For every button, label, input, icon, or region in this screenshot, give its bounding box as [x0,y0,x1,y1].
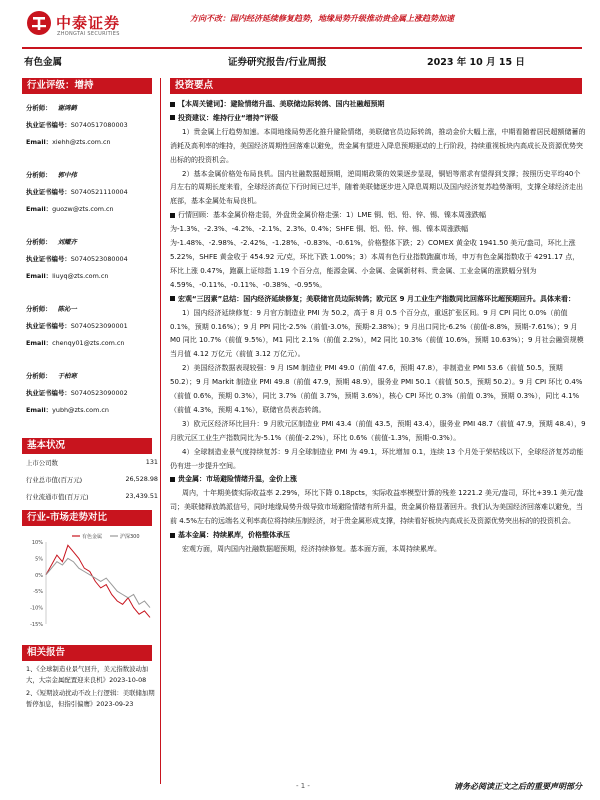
logo-text: 中泰证券 [56,14,121,32]
analyst-email-value[interactable]: liuyq@zts.com.cn [52,272,109,280]
y-tick-label: 10% [31,540,43,546]
base-metals-body: 宏观方面，周内国内社融数据超预期，经济持续修复。基本面方面，本周持续累库。 [182,545,441,553]
table-value: 23,439.51 [125,492,158,500]
analyst-email [26,134,158,150]
analyst-email-label: Email： [26,138,53,146]
precious-metals-body: 周内，十年期美债实际收益率 2.29%，环比下降 0.18pcts，实际收益率模型计算的残差 1221.2 美元/盎司，环比+39.1 美元/盎司；美联储释放鸽派信号，同时地缘局势升级导致市场避险情绪有所升温，贵金属价格显著回升。我们认为美国经济回落难以避免，当前 4.5%左右的远端名义利率高位将持续压制经济，对于贵金属形成支撑，持续看好板块内高成长及资源优势突出标的的投资机会。 [170,489,584,526]
analyst-cert [26,117,158,133]
base-metals-heading: 基本金属：持续累库，价格整体承压 [170,529,586,543]
analyst-role [26,167,158,183]
market-review: 行情回顾：基本金属价格走弱，外盘贵金属价格走强：1）LME 铜、铝、铅、锌、锡、镍本周涨跌幅为-1.3%、-2.3%、-4.2%、-2.1%、2.3%、0.4%；SHFE 铜、铝、铅、锌、锡、镍本周涨跌幅为-1.48%、-2.98%、-2.42%、-1.28%、-0.83%、-0.61%，价格整体下跌；2）COMEX 黄金收 1941.50 美元/盎司，环比上涨 5.22%，SHFE 黄金收于 454.92 元/克，环比下跌 1.00%；3）本周有色行业指数跑赢市场，申万有色金属指数收于 4291.17 点，环比上涨 0.47%，跑赢上证综指 1.19 个百分点，能源金属、小金属、金属新材料、贵金属、工业金属的涨跌幅分别为 4.59%、-0.11%、-0.11%、-0.38%、-0.95%。 [170,211,580,289]
sector-label: 有色金属 [24,57,63,68]
precious-metals-heading: 贵金属：市场避险情绪升温，金价上涨 [170,473,586,487]
analyst-email-label: Email： [26,272,53,280]
analyst-email [26,201,158,217]
analyst-cert-value: S0740517080003 [70,121,128,129]
logo-subtext: ZHONGTAI SECURITIES [57,31,120,37]
bullet-icon [170,477,175,482]
legend-label: 沪深300 [120,534,140,540]
report-headline: 方向不改：国内经济延续修复趋势，地缘局势升级推动贵金属上涨趋势加速 [190,14,454,23]
table-value: 26,528.98 [125,475,158,483]
basic-info-banner: 基本状况 [22,438,152,454]
macro-global: 4）全球制造业景气度持续复苏：9 月全球制造业 PMI 为 49.1，环比增加 0.1，连续 13 个月处于荣枯线以下，全球经济复苏动能仍有进一步提升空间。 [170,447,584,470]
analyst-role [26,234,158,250]
analyst-email-label: Email： [26,205,53,213]
page-number: - 1 - [296,782,310,790]
bullet-icon [170,533,175,538]
analyst-role-value: 陈沁一 [57,305,77,313]
analyst-cert-label: 执业证书编号： [26,121,71,129]
analyst-role-value: 于柏寒 [57,372,77,380]
keywords-line: 【本周关键词】：避险情绪升温、美联储边际转鸽、国内社融超预期 [170,98,586,112]
analyst-cert-label: 执业证书编号： [26,322,71,330]
market-trend-chart [24,530,154,630]
investment-advice-heading: 投资建议：维持行业“增持”评级 [170,112,586,126]
analyst-cert-label: 执业证书编号： [26,255,71,263]
table-value: 131 [145,458,158,466]
analyst-cert [26,184,158,200]
advice-base-metals: 2）基本金属价格处布局良机。国内社融数据超预期，逆周期政策的效果逐步显现，铜铝等需求有望得到支撑；按照历史平均40个月左右的周期长度来看，全球经济高位下行时间已过半，随着美联储逐步进入降息周期以及国内经济复苏趋势渐明，支撑全球经济走出底部，基本金属处布局良机。 [170,169,583,206]
analyst-email-label: Email： [26,339,53,347]
analyst-cert-value: S0740523080004 [70,255,128,263]
macro-us: 2）美国经济数据表现较强：9 月 ISM 制造业 PMI 49.0（前值 47.6，预期 47.8），非制造业 PMI 53.6（前值 50.5，预期 50.2）；9 月 Markit 制造业 PMI 49.8（前值 47.9，预期 48.9），服务业 PMI 50.1（前值 50.5，预期 50.2）。9 月 CPI 环比 0.4%（前值 0.6%，预期 0.3%），同比 3.7%（前值 3.7%，预期 3.6%），核心 CPI 环比 0.3%（前值 0.3%，预期 0.3%），同比 4.1%（前值 4.3%，预期 4.1%），联储官员表态转鸽。 [170,364,583,414]
advice-precious-metals: 1）贵金属上行趋势加速。本周地缘局势恶化推升避险情绪，美联储官员边际转鸽，推动金价大幅上涨，中期看随着居民超额储蓄的消耗及高利率的维持，美国经济周期性回落难以避免，贵金属有望进入降息预期驱动的上行阶段，持续重视板块内高成长及资源优势突出标的的投资机会。 [170,127,586,164]
key-points-body [170,98,586,557]
analyst-role [26,368,158,384]
analyst-role-label: 分析师： [26,305,52,313]
y-tick-label: -10% [30,605,43,612]
report-date: 2023 年 10 月 15 日 [427,57,525,68]
macro-eurozone: 3）欧元区经济环比回升：9 月欧元区制造业 PMI 43.4（前值 43.5，预期 43.4），服务业 PMI 48.7（前值 47.9，预期 48.4），9 月欧元区工业生产指数同比为-5.1%（前值-2.2%），环比 0.6%（前值-1.3%，预期-0.3%）。 [170,419,586,442]
analyst-email-label: Email： [26,406,53,414]
company-logo [26,6,136,42]
analyst-cert-value: S0740523090001 [70,322,128,330]
analyst-cert-value: S0740523090002 [70,389,128,397]
analyst-role-label: 分析师： [26,372,52,380]
analyst-role-value: 刘耀齐 [57,238,77,246]
analyst-email-value[interactable]: chenqy01@zts.com.cn [52,339,125,347]
series-line-1 [46,558,150,607]
document-type: 证券研究报告/行业周报 [228,57,327,68]
bullet-icon [170,115,175,120]
analyst-cert-value: S0740521110004 [70,188,128,196]
table-row [26,492,158,505]
analyst-email-value[interactable]: guozw@zts.com.cn [52,205,114,213]
bullet-icon [170,296,175,301]
bullet-icon [170,102,175,107]
related-reports [26,664,158,710]
table-row [26,458,158,471]
analyst-role-label: 分析师： [26,238,52,246]
analyst-role-value: 郭中伟 [57,171,77,179]
analyst-email [26,335,158,351]
analyst-cert-label: 执业证书编号： [26,389,71,397]
y-tick-label: 5% [35,556,43,563]
analyst-cert [26,251,158,267]
analyst-email [26,402,158,418]
macro-summary: 宏观“三因素”总结：国内经济延续修复；美联储官员边际转鸽；欧元区 9 月工业生产指数同比回落环比超预期回升。具体来看： [170,293,586,307]
analyst-role [26,301,158,317]
analyst-cert [26,318,158,334]
table-label: 行业总市值(百万元) [26,476,83,484]
zhongtai-logo-icon [26,10,52,36]
analyst-email [26,268,158,284]
related-report-item[interactable]: 2、《短期波动扰动不改上行逻辑：美联储加期暂停加息，但指引偏鹰》2023-09-23 [26,689,155,708]
analyst-cert [26,385,158,401]
key-points-banner: 投资要点 [170,78,582,94]
bullet-icon [170,213,175,218]
analyst-role [26,100,158,116]
table-row [26,475,158,488]
y-tick-label: 0% [35,572,43,579]
column-divider [160,78,161,784]
header-divider [22,47,582,49]
analyst-email-value[interactable]: yubh@zts.com.cn [52,406,109,414]
series-line-0 [46,545,150,617]
analyst-cert-label: 执业证书编号： [26,188,71,196]
table-label: 上市公司数 [26,459,58,467]
table-label: 行业流通市值(百万元) [26,493,89,501]
related-reports-banner: 相关报告 [22,645,152,661]
analyst-role-value: 谢鸿鹤 [57,104,77,112]
trend-banner: 行业-市场走势对比 [22,510,152,526]
rating-banner: 行业评级：增持 [22,78,152,94]
macro-china: 1）国内经济延续修复：9 月官方制造业 PMI 为 50.2，高于 8 月 0.5 个百分点，重返扩张区间。9 月 CPI 同比 0.0%（前值 0.1%，预期 0.16%）；9 月 PPI 同比-2.5%（前值-3.0%，预期-2.38%）；9 月出口同比-6.2%（前值-8.8%，预期-7.61%）；9 月 M0 同比 10.7%（前值 9.5%），M1 同比 2.1%（前值 2.2%），M2 同比 10.3%（前值 10.6%，预期 10.63%）；9 月社会融资规模当月值 4.12 万亿元（前值 3.12 万亿元）。 [170,308,584,359]
y-tick-label: -15% [30,622,43,628]
footer-disclaimer: 请务必阅读正文之后的重要声明部分 [454,782,582,791]
analyst-role-label: 分析师： [26,171,52,179]
y-tick-label: -5% [33,589,43,596]
related-report-item[interactable]: 1、《全球制造业景气回升，美元指数波动加大，大宗金属配置迎来良机》2023-10-08 [26,665,149,684]
legend-label: 有色金属 [82,534,103,540]
analyst-email-value[interactable]: xiehh@zts.com.cn [52,138,111,146]
analyst-role-label: 分析师： [26,104,52,112]
